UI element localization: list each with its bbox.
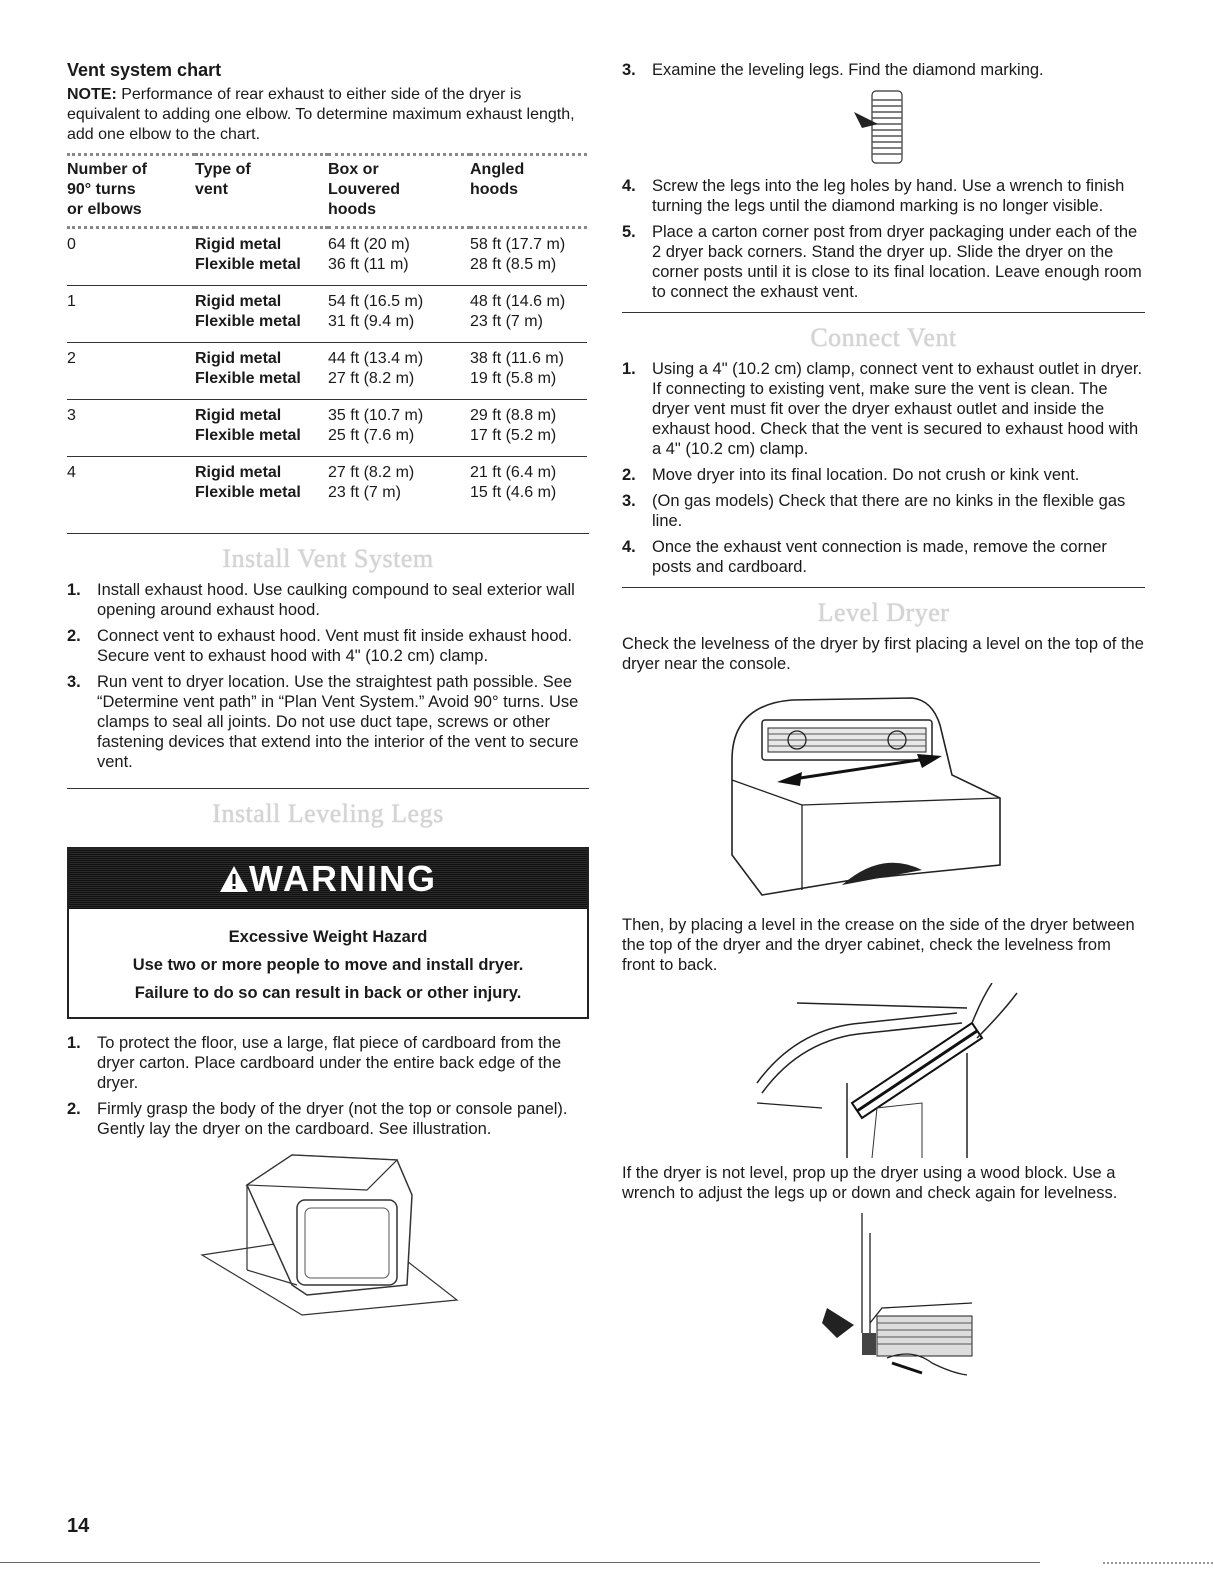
table-row	[67, 228, 587, 256]
step-number: 2.	[67, 1100, 81, 1118]
step-number: 1.	[622, 360, 636, 378]
header-turns-line: Number of	[67, 161, 147, 178]
table-row	[67, 400, 587, 427]
level-dryer-para: If the dryer is not level, prop up the dryer using a wood block. Use a wrench to adjust the legs up or down and check again for levelness.	[622, 1164, 1118, 1202]
turns-cell	[67, 369, 195, 400]
warning-hazard: Excessive Weight Hazard	[228, 928, 428, 946]
angled-length-cell: 21 ft (6.4 m)	[470, 464, 557, 481]
header-turns-line: 90° turns	[67, 181, 136, 198]
list-item	[622, 176, 1145, 216]
list-item	[67, 672, 589, 772]
vent-chart-note	[67, 85, 589, 145]
list-item	[622, 222, 1145, 302]
table-row	[67, 255, 587, 286]
warning-title	[219, 858, 437, 900]
vent-type-cell: Flexible metal	[195, 312, 328, 343]
step-text: Firmly grasp the body of the dryer (not the top or console panel). Gently lay the dryer on the cardboard. See illustration.	[97, 1100, 568, 1138]
angled-length-cell: 29 ft (8.8 m)	[470, 407, 557, 424]
step-text: Install exhaust hood. Use caulking compound to seal exterior wall opening around exhaust hood.	[97, 581, 575, 619]
header-turns-line: or elbows	[67, 201, 142, 218]
header-vent-type	[195, 155, 328, 228]
leveling-leg-illustration	[622, 86, 1145, 176]
turns-cell	[67, 255, 195, 286]
angled-length-cell: 23 ft (7 m)	[470, 312, 587, 343]
list-item	[622, 465, 1145, 485]
vent-type-cell: Rigid metal	[195, 293, 282, 310]
header-box-line: hoods	[328, 201, 376, 218]
level-on-top-illustration	[622, 680, 1145, 915]
angled-length-cell: 17 ft (5.2 m)	[470, 426, 587, 457]
step-text: Run vent to dryer location. Use the straightest path possible. See “Determine vent path” in “Plan Vent System.” Avoid 90° turns. Use clamps to seal all joints. Do not use duct tape, screws or other fastening devices that extend into the interior of the vent to secure vent.	[97, 673, 579, 771]
install-legs-heading: Install Leveling Legs	[212, 799, 444, 828]
bottom-dotted-rule	[1103, 1562, 1213, 1564]
connect-vent-heading: Connect Vent	[810, 323, 957, 352]
warning-line: Use two or more people to move and install dryer.	[132, 956, 524, 974]
header-vent-type-line: vent	[195, 181, 228, 198]
step-number: 3.	[622, 492, 636, 510]
section-divider	[622, 587, 1145, 588]
table-row	[67, 286, 587, 313]
leveling-legs-steps-cont	[622, 60, 1145, 80]
angled-length-cell: 28 ft (8.5 m)	[470, 255, 587, 286]
table-row	[67, 369, 587, 400]
warning-body	[69, 909, 587, 1017]
step-text: Screw the legs into the leg holes by hand. Use a wrench to finish turning the legs until the diamond marking is no longer visible.	[652, 177, 1125, 215]
page-number: 14	[67, 1515, 90, 1537]
level-dryer-heading: Level Dryer	[817, 598, 950, 627]
vent-type-cell: Flexible metal	[195, 484, 301, 501]
table-row	[67, 343, 587, 370]
angled-length-cell: 19 ft (5.8 m)	[470, 369, 587, 400]
step-text: Examine the leveling legs. Find the diamond marking.	[652, 61, 1044, 79]
step-number: 1.	[67, 581, 81, 599]
header-angled-line: hoods	[470, 181, 518, 198]
dryer-on-cardboard-illustration	[67, 1145, 589, 1325]
list-item	[622, 537, 1145, 577]
turns-cell: 4	[67, 464, 76, 481]
section-divider	[622, 312, 1145, 313]
table-row	[67, 457, 587, 484]
step-number: 3.	[622, 61, 636, 79]
header-angled	[470, 155, 587, 228]
step-text: (On gas models) Check that there are no kinks in the flexible gas line.	[652, 492, 1126, 530]
turns-cell	[67, 312, 195, 343]
list-item	[622, 491, 1145, 531]
table-row	[67, 426, 587, 457]
step-number: 4.	[622, 177, 636, 195]
vent-type-cell: Rigid metal	[195, 350, 282, 367]
section-divider	[67, 788, 589, 789]
warning-line: Failure to do so can result in back or other injury.	[134, 984, 522, 1002]
step-text: Place a carton corner post from dryer packaging under each of the 2 dryer back corners. Stand the dryer up. Slide the dryer on the corner posts until it is close to its final location. Leave enough room to connect the exhaust vent.	[652, 223, 1142, 301]
install-legs-steps	[67, 1033, 589, 1139]
connect-vent-steps	[622, 359, 1145, 577]
vent-type-cell: Rigid metal	[195, 407, 282, 424]
header-box-line: Louvered	[328, 181, 401, 198]
box-length-cell: 44 ft (13.4 m)	[328, 350, 424, 367]
list-item	[67, 1033, 589, 1093]
vent-type-cell: Flexible metal	[195, 426, 328, 457]
header-vent-type-line: Type of	[195, 161, 251, 178]
leveling-legs-steps-cont2	[622, 176, 1145, 302]
note-text: Performance of rear exhaust to either side of the dryer is equivalent to adding one elbow. To determine maximum exhaust length, add one elbow to the chart.	[67, 86, 575, 143]
vent-chart-title: Vent system chart	[67, 60, 222, 80]
turns-cell: 3	[67, 407, 76, 424]
step-number: 4.	[622, 538, 636, 556]
box-length-cell: 23 ft (7 m)	[328, 484, 401, 501]
angled-length-cell: 58 ft (17.7 m)	[470, 236, 566, 253]
list-item	[67, 580, 589, 620]
bottom-rule	[0, 1562, 1040, 1563]
turns-cell: 2	[67, 350, 76, 367]
header-box-line: Box or	[328, 161, 379, 178]
box-length-cell: 36 ft (11 m)	[328, 255, 470, 286]
step-text: Once the exhaust vent connection is made, remove the corner posts and cardboard.	[652, 538, 1107, 576]
list-item	[622, 359, 1145, 459]
list-item	[67, 1099, 589, 1139]
list-item	[67, 626, 589, 666]
angled-length-cell: 38 ft (11.6 m)	[470, 350, 564, 367]
warning-title-text: WARNING	[249, 858, 437, 899]
box-length-cell: 25 ft (7.6 m)	[328, 426, 470, 457]
angled-length-cell: 15 ft (4.6 m)	[470, 484, 557, 501]
turns-cell: 1	[67, 293, 76, 310]
header-angled-line: Angled	[470, 161, 525, 178]
step-number: 3.	[67, 673, 81, 691]
turns-cell	[67, 426, 195, 457]
left-column	[67, 60, 589, 1325]
step-number: 5.	[622, 223, 636, 241]
turns-cell: 0	[67, 236, 76, 253]
step-text: Using a 4" (10.2 cm) clamp, connect vent to exhaust outlet in dryer. If connecting to existing vent, make sure the vent is clean. The dryer vent must fit over the dryer exhaust outlet and inside the exhaust hood. Check that the vent is secured to exhaust hood with a 4" (10.2 cm) clamp.	[652, 360, 1143, 458]
install-vent-steps	[67, 580, 589, 772]
header-turns	[67, 155, 195, 228]
vent-type-cell: Rigid metal	[195, 464, 282, 481]
box-length-cell: 27 ft (8.2 m)	[328, 369, 470, 400]
box-length-cell: 35 ft (10.7 m)	[328, 407, 424, 424]
level-dryer-para: Then, by placing a level in the crease on the side of the dryer between the top of the dryer and the dryer cabinet, check the levelness from front to back.	[622, 916, 1135, 974]
box-length-cell: 31 ft (9.4 m)	[328, 312, 470, 343]
section-divider	[67, 533, 589, 534]
adjust-legs-illustration	[622, 1213, 1145, 1393]
box-length-cell: 64 ft (20 m)	[328, 236, 410, 253]
box-length-cell: 54 ft (16.5 m)	[328, 293, 424, 310]
step-text: To protect the floor, use a large, flat piece of cardboard from the dryer carton. Place cardboard under the entire back edge of the dryer.	[97, 1034, 562, 1092]
step-text: Move dryer into its final location. Do not crush or kink vent.	[652, 466, 1080, 484]
table-row	[67, 312, 587, 343]
vent-system-table	[67, 153, 587, 513]
step-number: 2.	[67, 627, 81, 645]
warning-bar	[69, 849, 587, 909]
header-box-louvered	[328, 155, 470, 228]
warning-box	[67, 847, 589, 1019]
level-on-side-illustration	[622, 983, 1145, 1163]
box-length-cell: 27 ft (8.2 m)	[328, 464, 415, 481]
vent-type-cell: Rigid metal	[195, 236, 282, 253]
vent-type-cell: Flexible metal	[195, 369, 328, 400]
angled-length-cell: 48 ft (14.6 m)	[470, 293, 566, 310]
level-dryer-para: Check the levelness of the dryer by first placing a level on the top of the dryer near the console.	[622, 635, 1144, 673]
note-label: NOTE:	[67, 86, 117, 103]
step-text: Connect vent to exhaust hood. Vent must fit inside exhaust hood. Secure vent to exhaust hood with 4" (10.2 cm) clamp.	[97, 627, 573, 665]
turns-cell	[67, 483, 195, 513]
right-column	[622, 60, 1145, 1393]
list-item	[622, 60, 1145, 80]
warning-triangle-icon	[219, 865, 249, 893]
step-number: 1.	[67, 1034, 81, 1052]
table-row	[67, 483, 587, 513]
step-number: 2.	[622, 466, 636, 484]
vent-type-cell: Flexible metal	[195, 255, 328, 286]
install-vent-heading: Install Vent System	[222, 544, 434, 573]
